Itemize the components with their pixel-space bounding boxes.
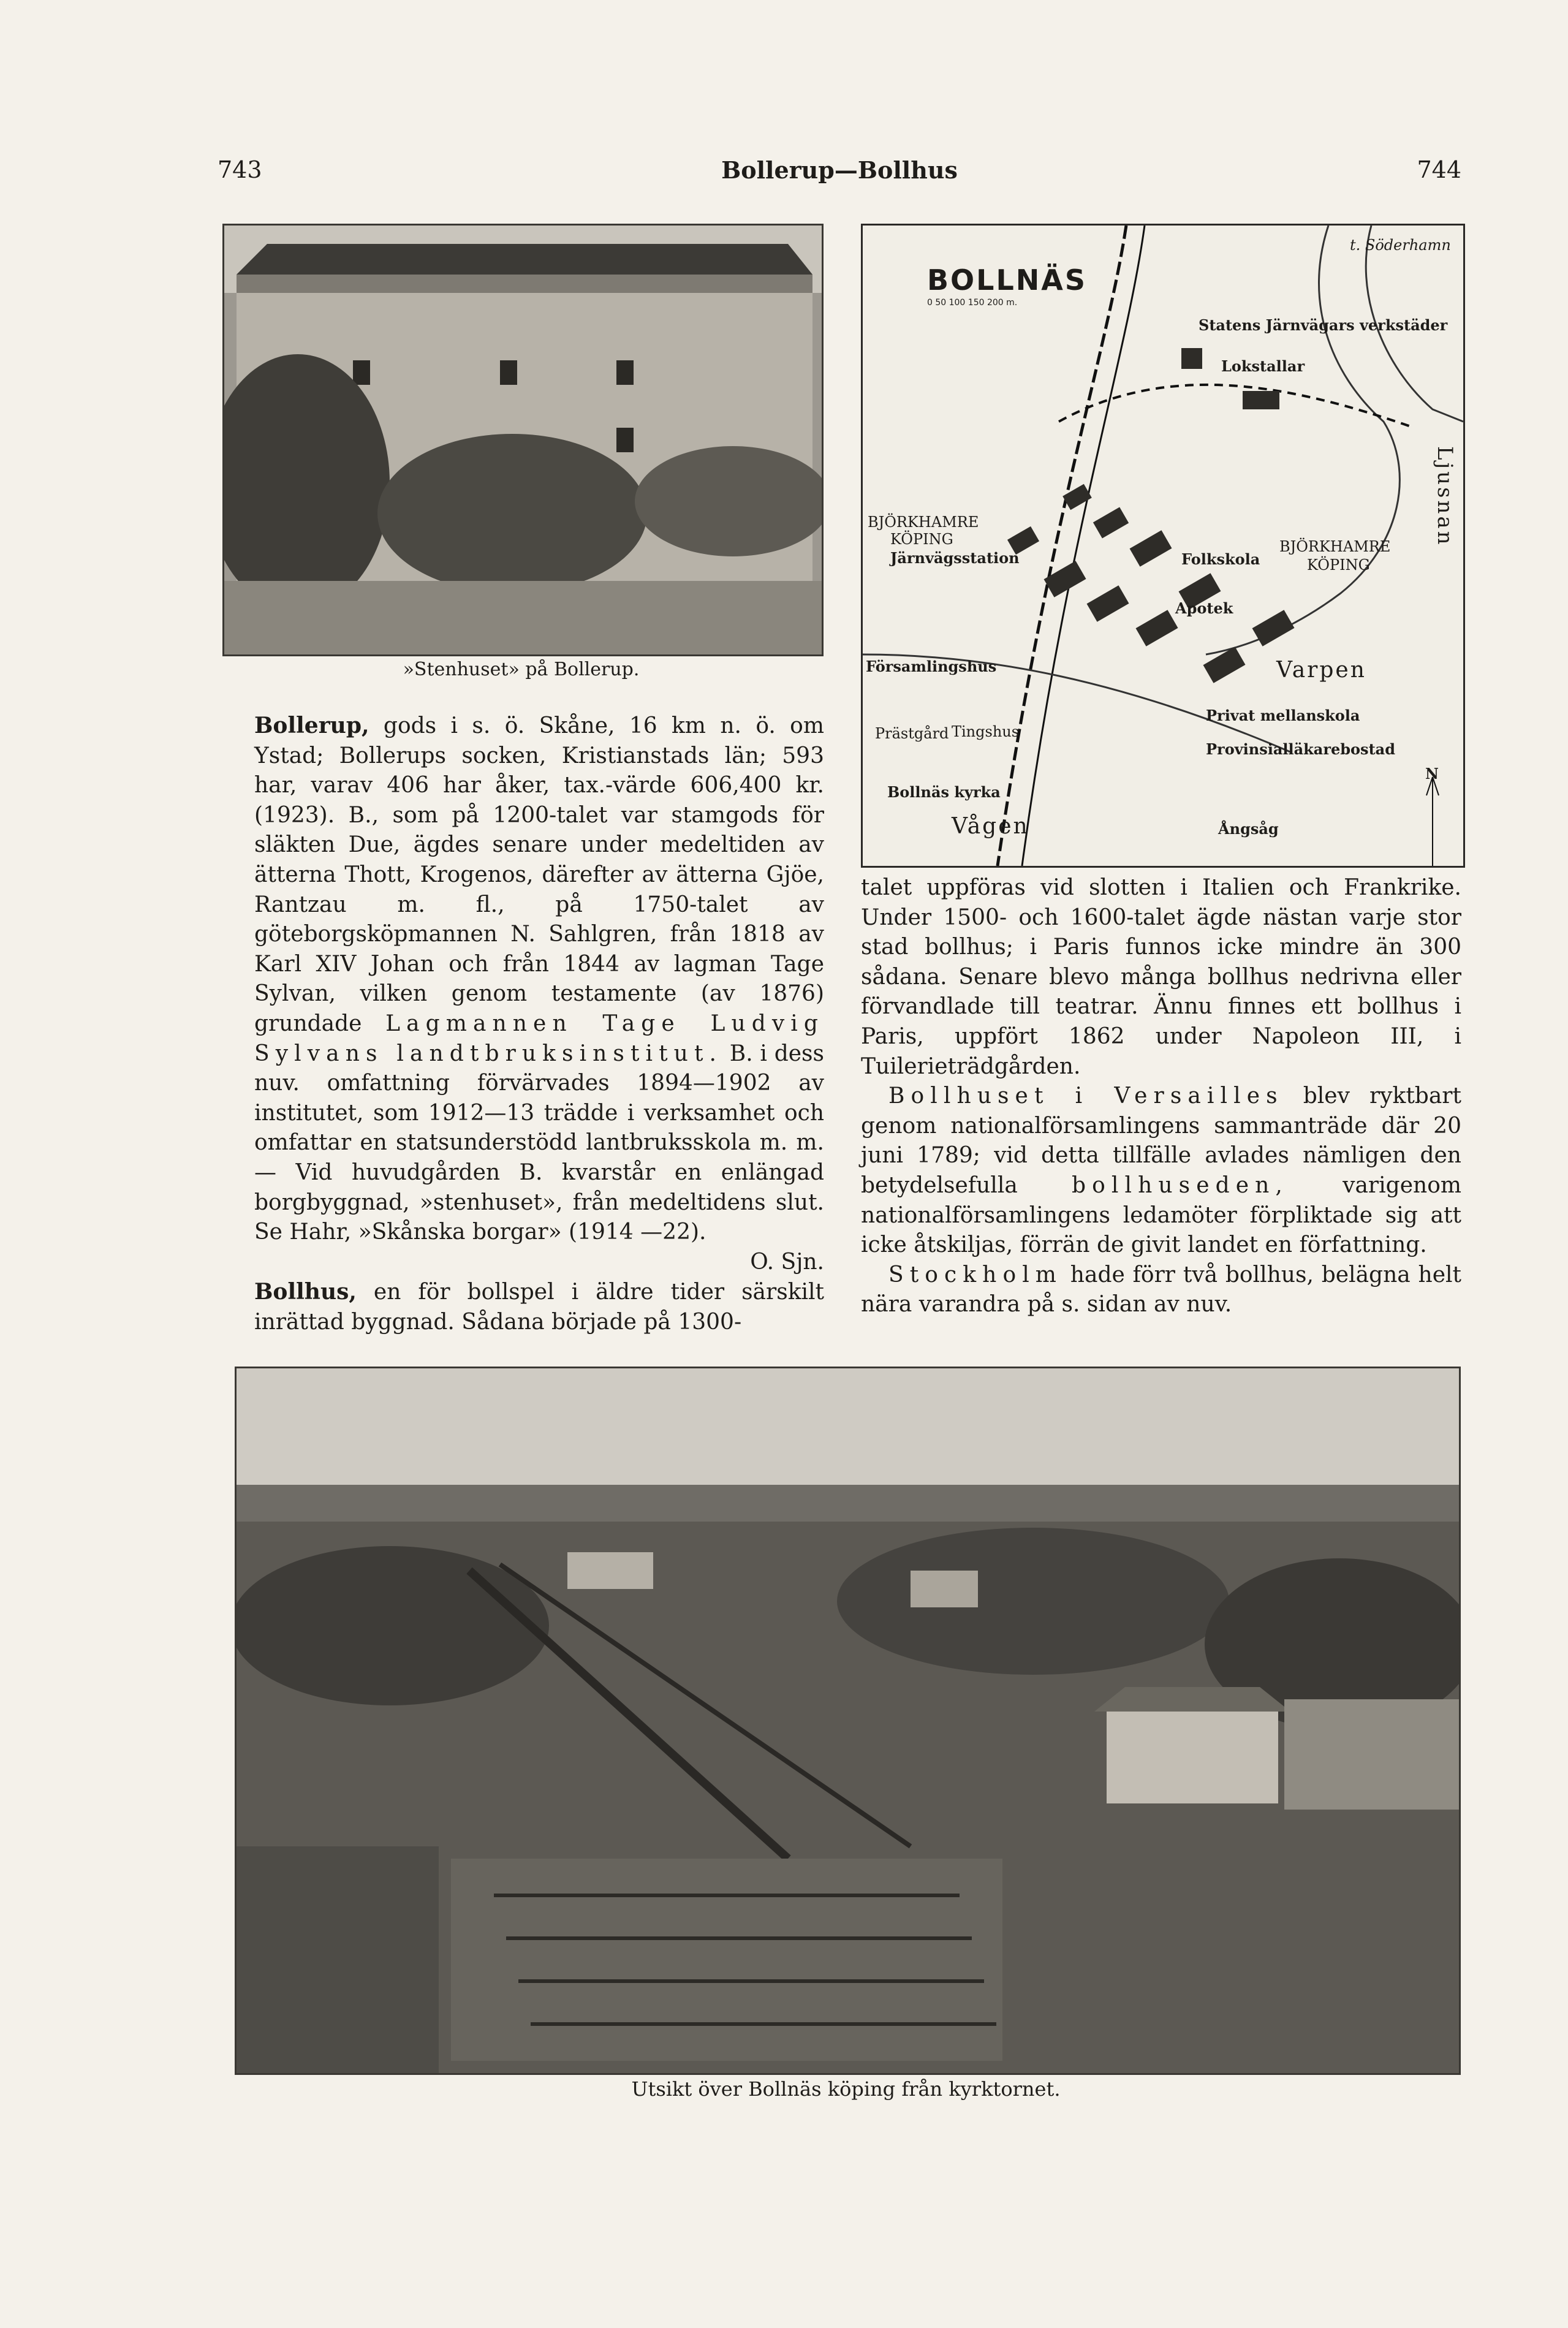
bollhus-text-1: en för bollspel i äldre tider särskilt inrättad byggnad. Sådana började på 1300-	[254, 1280, 824, 1335]
bollerup-signature: O. Sjn.	[750, 1249, 824, 1275]
stenhuset-caption: »Stenhuset» på Bollerup.	[403, 659, 640, 680]
map-label-vagen: Vågen	[952, 814, 1029, 839]
bollhus-versailles-text: blev ryktbart genom nationalförsamlingens sammanträde där 20 juni 1789; vid detta tillfälle avlades nämligen den betydelsefulla	[861, 1083, 1461, 1198]
bollerup-text-2: B. i dess nuv. omfattning förvärvades 1894—1902 av institutet, som 1912—13 trädde i verksamhet och omfattar en statsunderstödd lantbruksskola m. m. — Vid huvudgården B. kvarstår en enlängad borgbyggnad, »stenhuset», från medeltidens slut. Se Hahr, »Skånska borgar» (1914 —22).	[254, 1041, 824, 1245]
map-label-prastgard: Prästgård	[875, 725, 949, 742]
map-label-tingshus: Tingshus	[952, 723, 1020, 740]
map-north-arrow-label: N	[1425, 765, 1439, 783]
bollhus-stockholm	[861, 1261, 1461, 1320]
map-label-angsag: Ångsåg	[1218, 820, 1279, 838]
page-number-left: 743	[218, 156, 262, 183]
bollerup-text-1: gods i s. ö. Skåne, 16 km n. ö. om Ystad; Bollerups socken, Kristianstads län; 593 har, varav 406 har åker, tax.-värde 606,400 kr. (1923). B., som på 1200-talet var stamgods för släkten Due, ägdes senare under medeltiden av ätterna Thott, Krogenos, därefter av ätterna Gjöe, Rantzau m. fl., på 1750-talet av göteborgsköpmannen N. Sahlgren, från 1818 av Karl XIV Johan och från 1844 av lagman Tage Sylvan, vilken genom testamente (av 1876) grundade	[254, 713, 824, 1036]
map-label-bollnas-kyrka: Bollnäs kyrka	[887, 783, 1001, 801]
bollhus-headword: Bollhus,	[254, 1279, 357, 1305]
bollhus-stockholm-text: hade förr två bollhus, belägna helt nära varandra på s. sidan av nuv.	[861, 1262, 1461, 1318]
bollerup-institute-name: Lagmannen Tage Ludvig Sylvans landtbruksinstitut.	[254, 1010, 824, 1066]
bollhus-article	[254, 1277, 824, 1337]
bollhuseden-spaced: bollhuseden,	[1072, 1172, 1289, 1198]
running-header	[218, 156, 1461, 193]
map-label-lokstallar: Lokstallar	[1221, 357, 1305, 375]
bollnas-view-photo	[235, 1367, 1461, 2075]
map-label-jarnvagsstation: Järnvägsstation	[890, 549, 1020, 567]
map-label-privat-mellanskola: Privat mellanskola	[1206, 707, 1360, 724]
map-label-forsamlingshus: Församlingshus	[866, 658, 997, 675]
bollhus-versailles-spaced: Bollhuset i Versailles	[888, 1083, 1284, 1109]
stenhuset-photo	[222, 224, 824, 656]
bollerup-headword: Bollerup,	[254, 713, 369, 738]
map-label-apotek: Apotek	[1175, 599, 1233, 617]
map-label-varpen: Varpen	[1276, 658, 1366, 683]
bollnas-view-caption: Utsikt över Bollnäs köping från kyrktornet.	[631, 2077, 1061, 2101]
map-label-verkstader: Statens Järnvägars verkstäder	[1199, 316, 1448, 334]
bollerup-article	[254, 711, 824, 1277]
map-label-provinsiallakarebostad: Provinsialläkarebostad	[1206, 740, 1395, 758]
page-number-right: 744	[1417, 156, 1461, 183]
map-label-ljusnan: Ljusnan	[1433, 446, 1457, 547]
right-column	[861, 873, 1461, 1320]
running-title: Bollerup—Bollhus	[721, 156, 958, 184]
bollhus-versailles	[861, 1082, 1461, 1261]
map-label-folkskola: Folkskola	[1181, 550, 1260, 568]
map-label-bjorkhamre-east: BJÖRKHAMRE	[1279, 538, 1391, 555]
map-label-bjorkhamre-west: BJÖRKHAMRE	[868, 514, 979, 531]
map-title: BOLLNÄS	[927, 264, 1088, 297]
left-column	[254, 711, 824, 1337]
map-label-koping-east: KÖPING	[1307, 556, 1370, 574]
bollhus-versailles-end: varigenom nationalförsamlingens ledamöter förpliktade sig att icke åtskiljas, förrän de givit landet en författning.	[861, 1172, 1461, 1258]
map-label-soderhamn: t. Söderhamn	[1350, 237, 1451, 254]
map-scale-bar: 0 50 100 150 200 m.	[927, 298, 1018, 308]
bollnas-map	[861, 224, 1465, 868]
bollhus-continued-1: talet uppföras vid slotten i Italien och Frankrike. Under 1500- och 1600-talet ägde nästan varje stor stad bollhus; i Paris funnos icke mindre än 300 sådana. Senare blevo många bollhus nedrivna eller förvandlade till teatrar. Ännu finnes ett bollhus i Paris, uppfört 1862 under Napoleon III, i Tuilerieträdgården.	[861, 875, 1461, 1079]
stockholm-spaced: Stockholm	[888, 1262, 1063, 1287]
map-label-koping-west: KÖPING	[890, 531, 953, 548]
